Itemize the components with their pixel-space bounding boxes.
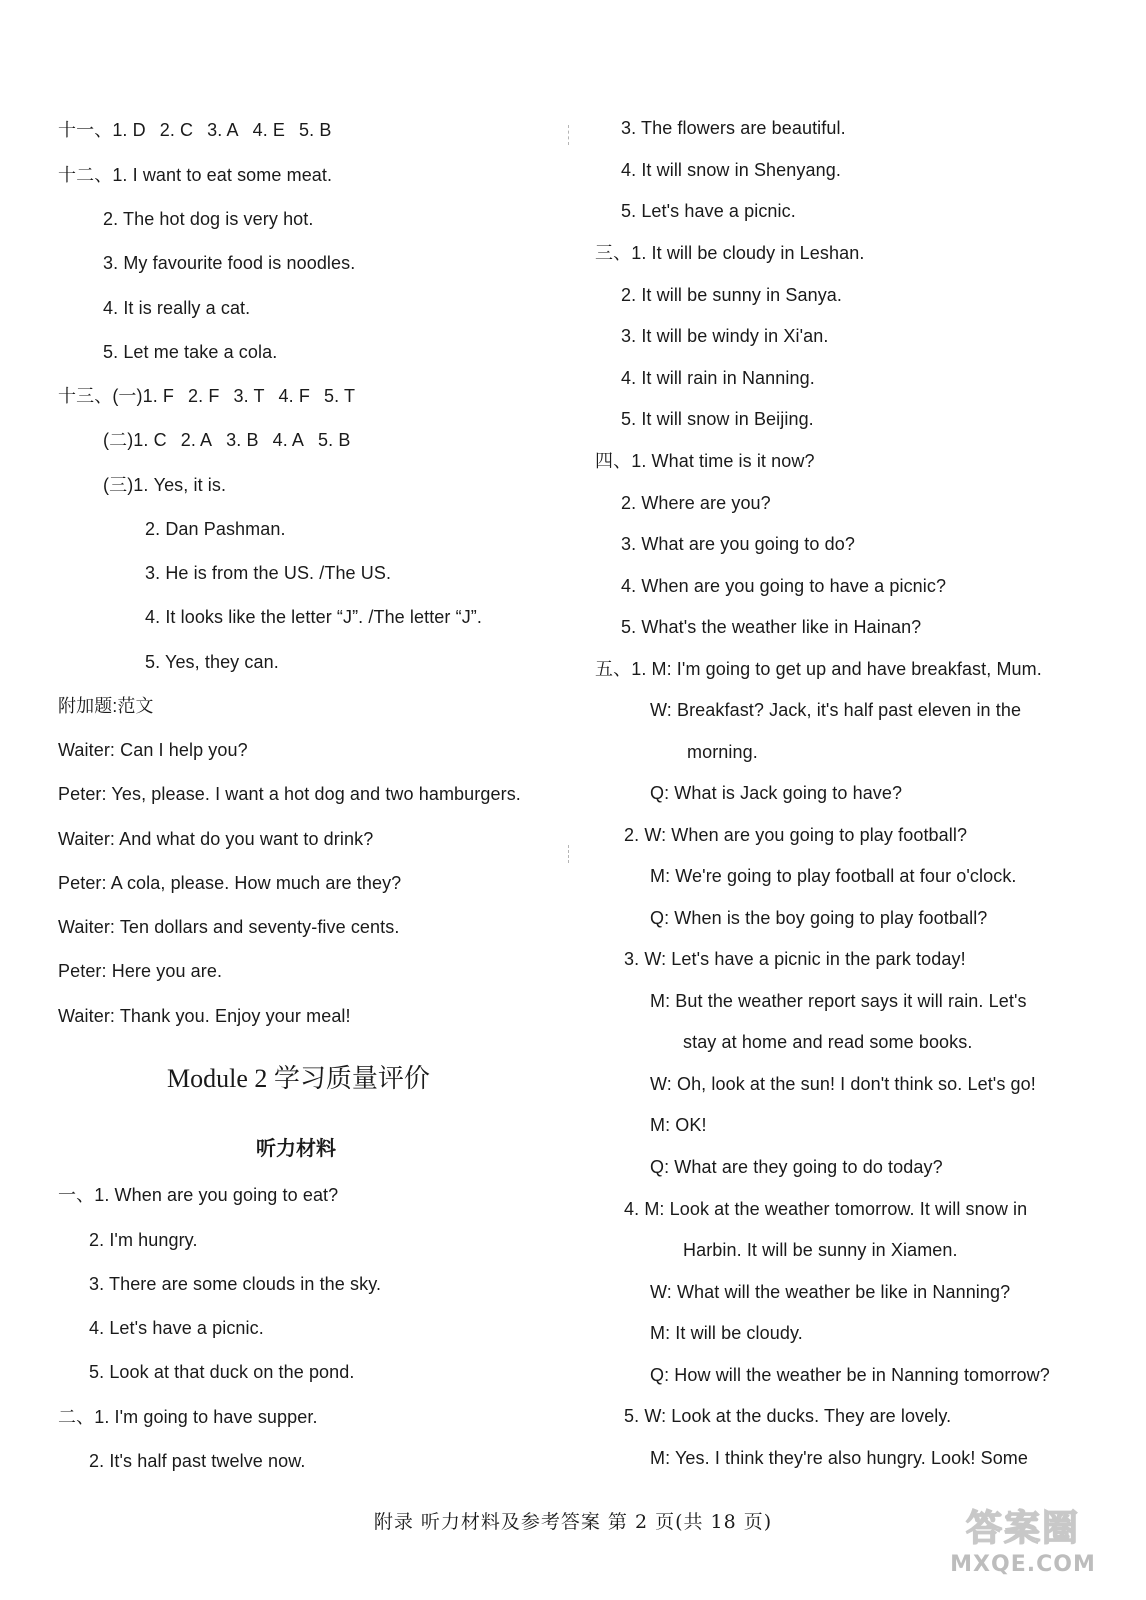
section-label: 十三、 <box>58 386 113 406</box>
answer-line: 4. It looks like the letter “J”. /The letter “J”. <box>145 607 483 627</box>
answer-line: 3. He is from the US. /The US. <box>145 563 392 583</box>
answer-text: 1. Yes, it is. <box>133 475 227 495</box>
dialogue-line: Peter: Yes, please. I want a hot dog and two hamburgers. <box>58 784 521 804</box>
answer-line: 2. Dan Pashman. <box>145 519 286 539</box>
dialogue-line: Waiter: Ten dollars and seventy-five cents. <box>58 917 400 937</box>
dialogue-line: W: Breakfast? Jack, it's half past eleven in the <box>650 700 1022 720</box>
answer-item: 5. B <box>318 430 351 450</box>
answer-line: 2. The hot dog is very hot. <box>103 209 314 229</box>
section-label: 十一、 <box>58 120 113 140</box>
answer-item: 1. D <box>112 120 146 140</box>
dialogue-line: Peter: Here you are. <box>58 961 223 981</box>
answer-row-11 <box>58 119 331 141</box>
answer-line: 3. What are you going to do? <box>621 534 855 554</box>
answer-item: 5. B <box>299 120 332 140</box>
dialogue-line <box>595 658 1042 680</box>
answer-item: 4. E <box>252 120 286 140</box>
part-label: (一) <box>112 386 143 406</box>
column-divider <box>568 845 569 863</box>
answer-text: 1. What time is it now? <box>631 451 815 471</box>
answer-line: 4. When are you going to have a picnic? <box>621 576 947 596</box>
answer-text: 1. It will be cloudy in Leshan. <box>631 243 865 263</box>
dialogue-line: Q: What are they going to do today? <box>650 1157 943 1177</box>
answer-item: 1. F <box>142 386 175 406</box>
section-label: 五、 <box>595 659 632 679</box>
answer-line: 2. I'm hungry. <box>89 1230 198 1250</box>
answer-row-13-1 <box>58 385 355 407</box>
section-label: 一、 <box>58 1185 95 1205</box>
answer-item: 4. F <box>278 386 310 406</box>
dialogue-line: Waiter: And what do you want to drink? <box>58 829 374 849</box>
section-label: 二、 <box>58 1407 95 1427</box>
answer-line: 3. My favourite food is noodles. <box>103 253 356 273</box>
answer-line: 5. Look at that duck on the pond. <box>89 1362 355 1382</box>
dialogue-line: 2. W: When are you going to play football? <box>624 825 968 845</box>
dialogue-line: Q: What is Jack going to have? <box>650 783 903 803</box>
answer-line <box>58 164 332 186</box>
answer-item: 2. F <box>188 386 220 406</box>
page-footer: 附录 听力材料及参考答案 第 2 页(共 18 页) <box>373 1511 773 1533</box>
module-title: Module 2 学习质量评价 <box>167 1064 430 1093</box>
answer-line: 2. It will be sunny in Sanya. <box>621 285 843 305</box>
dialogue-line: stay at home and read some books. <box>683 1032 973 1052</box>
answer-line: 2. It's half past twelve now. <box>89 1451 306 1471</box>
dialogue-line: Peter: A cola, please. How much are they? <box>58 873 402 893</box>
listening-title: 听力材料 <box>256 1136 336 1160</box>
answer-item: 3. T <box>233 386 265 406</box>
extra-title: 附加题:范文 <box>58 696 154 716</box>
dialogue-line: M: It will be cloudy. <box>650 1323 803 1343</box>
dialogue-line: M: We're going to play football at four o'clock. <box>650 866 1017 886</box>
answer-line <box>58 1184 338 1206</box>
part-label: (三) <box>103 475 134 495</box>
answer-line: 5. Let's have a picnic. <box>621 201 796 221</box>
answer-text: 1. I want to eat some meat. <box>112 165 333 185</box>
column-divider <box>568 125 569 145</box>
answer-line <box>58 1406 318 1428</box>
answer-item: 3. B <box>226 430 259 450</box>
section-label: 十二、 <box>58 165 113 185</box>
section-label: 三、 <box>595 243 632 263</box>
answer-line: 4. Let's have a picnic. <box>89 1318 264 1338</box>
answer-line: 4. It will rain in Nanning. <box>621 368 815 388</box>
answer-line: 4. It will snow in Shenyang. <box>621 160 841 180</box>
dialogue-line: W: What will the weather be like in Nanning? <box>650 1282 1011 1302</box>
answer-item: 3. A <box>207 120 239 140</box>
answer-row-13-2 <box>103 429 350 451</box>
answer-line: 4. It is really a cat. <box>103 298 251 318</box>
dialogue-line: Waiter: Thank you. Enjoy your meal! <box>58 1006 351 1026</box>
answer-text: 1. I'm going to have supper. <box>94 1407 318 1427</box>
answer-item: 1. C <box>133 430 167 450</box>
answer-line <box>595 450 815 472</box>
dialogue-line: M: OK! <box>650 1115 707 1135</box>
answer-text: 1. When are you going to eat? <box>94 1185 339 1205</box>
answer-item: 2. C <box>159 120 194 140</box>
answer-line <box>103 474 226 496</box>
answer-line: 5. It will snow in Beijing. <box>621 409 814 429</box>
answer-line: 5. Let me take a cola. <box>103 342 278 362</box>
dialogue-line: 5. W: Look at the ducks. They are lovely. <box>624 1406 952 1426</box>
answer-line: 2. Where are you? <box>621 493 771 513</box>
answer-item: 4. A <box>272 430 305 450</box>
watermark-logo <box>938 1500 1108 1586</box>
answer-line <box>595 242 864 264</box>
dialogue-line: Q: When is the boy going to play football? <box>650 908 988 928</box>
answer-item: 5. T <box>323 386 356 406</box>
answer-line: 3. There are some clouds in the sky. <box>89 1274 382 1294</box>
dialogue-line: M: But the weather report says it will rain. Let's <box>650 991 1027 1011</box>
dialogue-text: 1. M: I'm going to get up and have breakfast, Mum. <box>631 659 1042 679</box>
dialogue-line: 4. M: Look at the weather tomorrow. It will snow in <box>624 1199 1028 1219</box>
answer-item: 2. A <box>180 430 213 450</box>
answer-line: 3. The flowers are beautiful. <box>621 118 846 138</box>
dialogue-line: M: Yes. I think they're also hungry. Look! Some <box>650 1448 1029 1468</box>
dialogue-line: Waiter: Can I help you? <box>58 740 248 760</box>
part-label: (二) <box>103 430 134 450</box>
answer-line: 5. What's the weather like in Hainan? <box>621 617 922 637</box>
dialogue-line: 3. W: Let's have a picnic in the park today! <box>624 949 966 969</box>
watermark-url: MXQE.COM <box>950 1552 1096 1577</box>
dialogue-line: W: Oh, look at the sun! I don't think so. Let's go! <box>650 1074 1036 1094</box>
answer-line: 3. It will be windy in Xi'an. <box>621 326 829 346</box>
dialogue-line: morning. <box>687 742 758 762</box>
dialogue-line: Q: How will the weather be in Nanning tomorrow? <box>650 1365 1050 1385</box>
section-label: 四、 <box>595 451 632 471</box>
watermark-text: 答案圈 <box>965 1508 1080 1549</box>
answer-line: 5. Yes, they can. <box>145 652 279 672</box>
dialogue-line: Harbin. It will be sunny in Xiamen. <box>683 1240 958 1260</box>
